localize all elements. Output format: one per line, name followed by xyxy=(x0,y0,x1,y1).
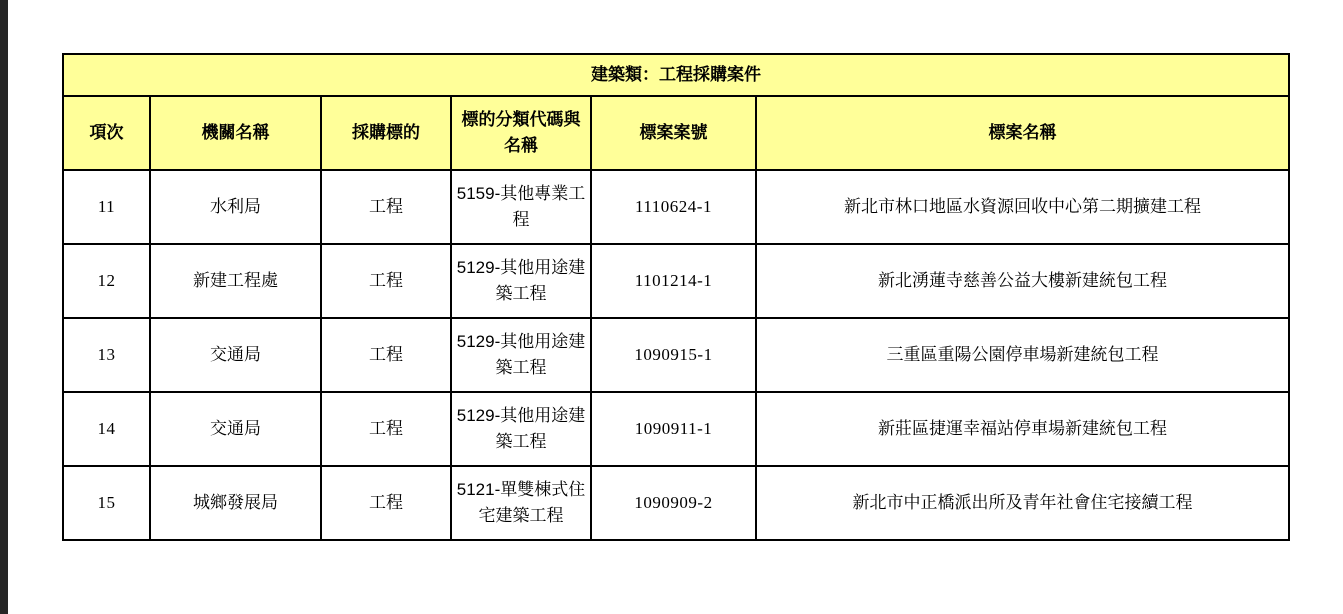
agency-name-cell: 水利局 xyxy=(150,170,321,244)
agency-name-cell: 新建工程處 xyxy=(150,244,321,318)
tender-name-cell: 新莊區捷運幸福站停車場新建統包工程 xyxy=(756,392,1289,466)
column-header-tender-case-no: 標案案號 xyxy=(591,96,756,170)
tender-case-no-cell: 1101214-1 xyxy=(591,244,756,318)
table-row xyxy=(63,170,1289,244)
table-row xyxy=(63,392,1289,466)
category-code-cell: 5121-單雙棟式住宅建築工程 xyxy=(451,466,591,540)
agency-name-cell: 城鄉發展局 xyxy=(150,466,321,540)
column-header-category-code: 標的分類代碼與名稱 xyxy=(451,96,591,170)
tender-name-cell: 新北湧蓮寺慈善公益大樓新建統包工程 xyxy=(756,244,1289,318)
procurement-subject-cell: 工程 xyxy=(321,318,451,392)
category-code-cell: 5159-其他專業工程 xyxy=(451,170,591,244)
agency-name-cell: 交通局 xyxy=(150,318,321,392)
procurement-subject-cell: 工程 xyxy=(321,170,451,244)
procurement-subject-cell: 工程 xyxy=(321,466,451,540)
tender-name-cell: 三重區重陽公園停車場新建統包工程 xyxy=(756,318,1289,392)
item-no-cell: 13 xyxy=(63,318,150,392)
table-row xyxy=(63,466,1289,540)
tender-name-cell: 新北市中正橋派出所及青年社會住宅接續工程 xyxy=(756,466,1289,540)
window-left-edge-bar xyxy=(0,0,8,614)
table-header-row xyxy=(63,96,1289,170)
tender-case-no-cell: 1090911-1 xyxy=(591,392,756,466)
table-row xyxy=(63,244,1289,318)
item-no-cell: 14 xyxy=(63,392,150,466)
item-no-cell: 11 xyxy=(63,170,150,244)
tender-case-no-cell: 1090915-1 xyxy=(591,318,756,392)
procurement-table xyxy=(62,53,1290,541)
table-title-row xyxy=(63,54,1289,96)
category-code-cell: 5129-其他用途建築工程 xyxy=(451,244,591,318)
item-no-cell: 15 xyxy=(63,466,150,540)
tender-name-cell: 新北市林口地區水資源回收中心第二期擴建工程 xyxy=(756,170,1289,244)
column-header-item-no: 項次 xyxy=(63,96,150,170)
column-header-agency-name: 機關名稱 xyxy=(150,96,321,170)
procurement-subject-cell: 工程 xyxy=(321,244,451,318)
table-title: 建築類：工程採購案件 xyxy=(63,54,1289,96)
tender-case-no-cell: 1090909-2 xyxy=(591,466,756,540)
agency-name-cell: 交通局 xyxy=(150,392,321,466)
category-code-cell: 5129-其他用途建築工程 xyxy=(451,392,591,466)
item-no-cell: 12 xyxy=(63,244,150,318)
category-code-cell: 5129-其他用途建築工程 xyxy=(451,318,591,392)
column-header-procurement-subject: 採購標的 xyxy=(321,96,451,170)
tender-case-no-cell: 1110624-1 xyxy=(591,170,756,244)
column-header-tender-name: 標案名稱 xyxy=(756,96,1289,170)
procurement-subject-cell: 工程 xyxy=(321,392,451,466)
table-row xyxy=(63,318,1289,392)
